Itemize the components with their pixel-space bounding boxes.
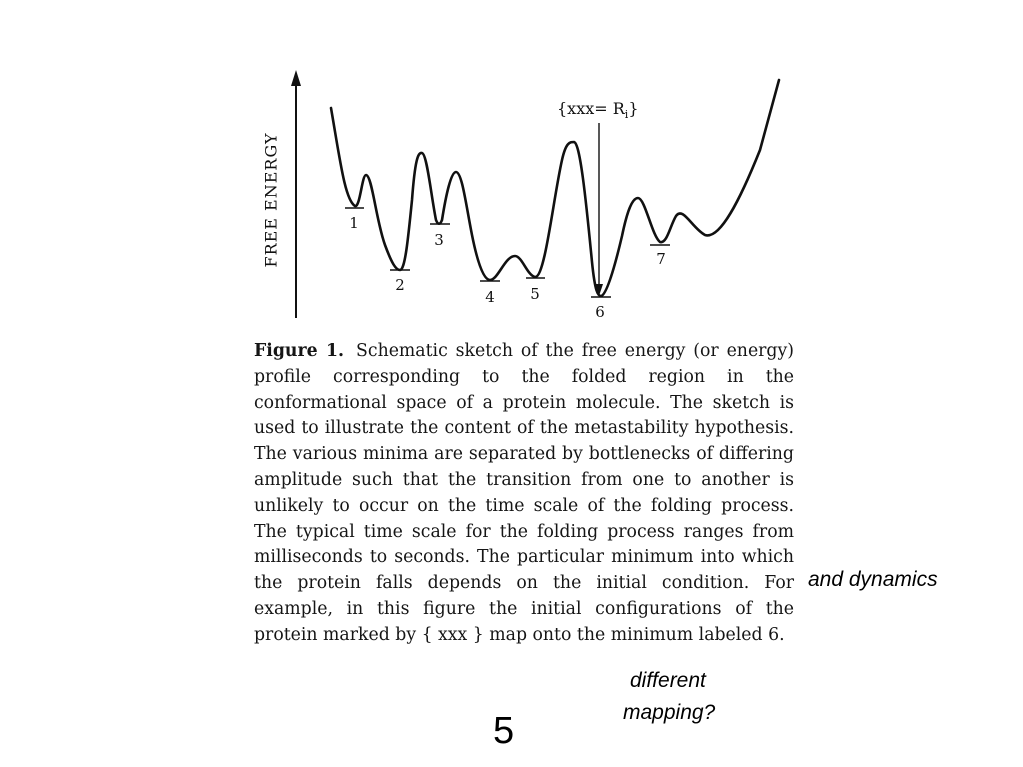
minimum-label-6: 6 [595, 303, 605, 321]
minimum-label-5: 5 [530, 285, 540, 303]
caption-label: Figure 1. [254, 341, 345, 361]
y-axis-label: FREE ENERGY [261, 132, 281, 268]
minimum-label-4: 4 [485, 288, 495, 306]
energy-curve [331, 80, 779, 296]
handnote-different: different [630, 669, 706, 692]
figure-caption [254, 339, 794, 649]
minimum-label-7: 7 [656, 250, 666, 268]
minimum-label-1: 1 [349, 214, 359, 232]
slide-number: 5 [493, 710, 515, 752]
y-axis-arrowhead [291, 70, 301, 86]
handnote-and-dynamics: and dynamics [808, 568, 938, 591]
minimum-label-3: 3 [434, 231, 444, 249]
handnote-mapping: mapping? [623, 701, 716, 724]
minimum-label-2: 2 [395, 276, 405, 294]
set-annotation: $\{xxx= R_i\}$ [557, 99, 639, 122]
caption-text: Schematic sketch of the free energy (or energy) profile corresponding to the folded region in the conformational space of a protein molecule. The sketch is used to illustrate the content of the metastability hypothesis. The various minima are separated by bottlenecks of differing amplitude such that the transition from one to another is unlikely to occur on the time scale of the folding process. The typical time scale for the folding process ranges from milliseconds to seconds. The particular minimum into which the protein falls depends on the initial condition. For example, in this figure the initial configurations of the protein marked by { xxx } map onto the minimum labeled 6. [254, 341, 794, 645]
